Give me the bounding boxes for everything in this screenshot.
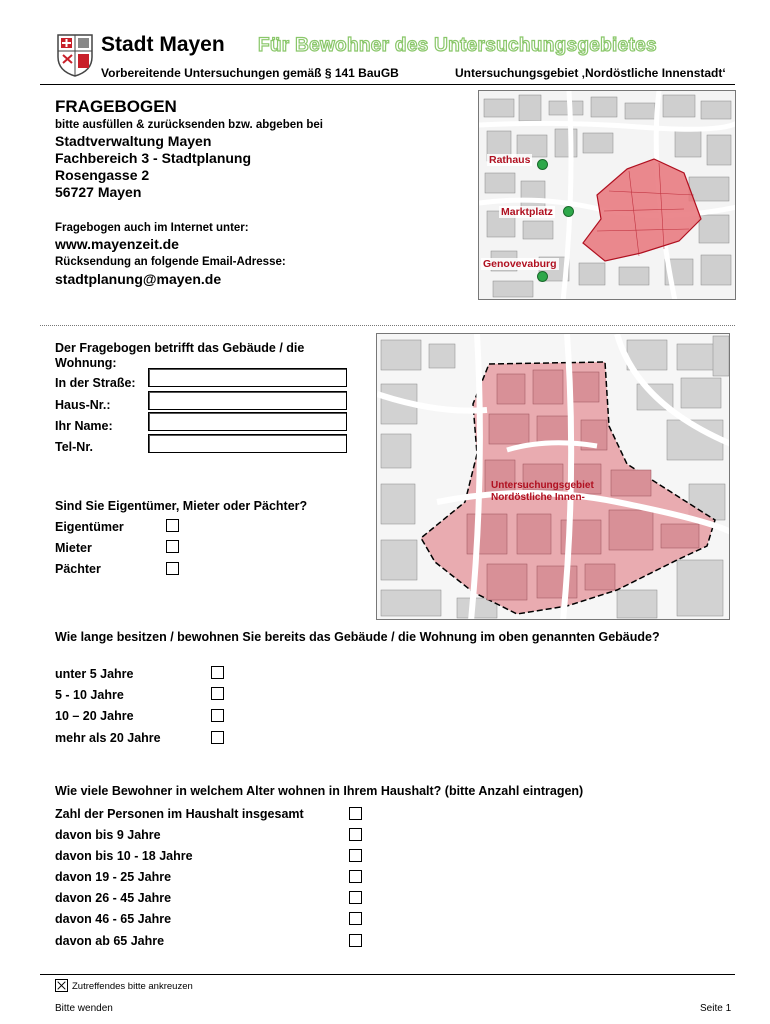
address-line: Stadtverwaltung Mayen [55, 133, 212, 149]
rathaus-pin-icon [537, 159, 548, 170]
checked-box-icon [55, 979, 68, 992]
city-crest-icon [56, 33, 94, 77]
header-subtitle-right: Untersuchungsgebiet ‚Nordöstliche Innenstadt‘ [455, 66, 726, 80]
email-label: Rücksendung an folgende Email-Adresse: [55, 256, 286, 268]
building-question: Der Fragebogen betrifft das Gebäude / die Wohnung: [55, 341, 305, 370]
detail-map-graphic [377, 334, 730, 620]
residents-row-label: davon ab 65 Jahre [55, 934, 165, 948]
ownership-question: Sind Sie Eigentümer, Mieter oder Pächter? [55, 499, 308, 513]
detail-map [376, 333, 730, 620]
ownership-option-label: Pächter [55, 562, 101, 576]
ownership-option-label: Mieter [55, 541, 92, 555]
residents-10-18-input[interactable] [349, 849, 362, 862]
overview-map [478, 90, 736, 300]
header-subtitle-left: Vorbereitende Untersuchungen gemäß § 141 BauGB [101, 66, 399, 80]
residents-46-65-input[interactable] [349, 912, 362, 925]
tenant-checkbox[interactable] [166, 540, 179, 553]
residents-row-label: davon bis 10 - 18 Jahre [55, 849, 193, 863]
marktplatz-pin-icon [563, 206, 574, 217]
duration-10-20-checkbox[interactable] [211, 709, 224, 722]
instruction-text: bitte ausfüllen & zurücksenden bzw. abgeben bei [55, 119, 323, 131]
duration-question: Wie lange besitzen / bewohnen Sie bereits das Gebäude / die Wohnung im oben genannten Gebäude? [55, 630, 660, 644]
street-input[interactable] [148, 368, 347, 387]
duration-5-10-checkbox[interactable] [211, 687, 224, 700]
name-input[interactable] [148, 412, 347, 431]
city-title: Stadt Mayen [101, 33, 225, 56]
legend-text: Zutreffendes bitte ankreuzen [72, 981, 193, 992]
owner-checkbox[interactable] [166, 519, 179, 532]
footer-divider [40, 974, 735, 975]
residents-row-label: davon 46 - 65 Jahre [55, 912, 172, 926]
website-link[interactable]: www.mayenzeit.de [55, 236, 179, 252]
page-number: Seite 1 [700, 1003, 732, 1014]
study-area-note-line: Nordöstliche Innen- [491, 492, 585, 503]
section-divider [40, 325, 735, 326]
leaseholder-checkbox[interactable] [166, 562, 179, 575]
duration-under-5-checkbox[interactable] [211, 666, 224, 679]
address-line: Fachbereich 3 - Stadtplanung [55, 150, 252, 166]
name-label: Ihr Name: [55, 419, 113, 433]
residents-row-label: davon 26 - 45 Jahre [55, 891, 172, 905]
house-number-input[interactable] [148, 391, 347, 410]
duration-over-20-checkbox[interactable] [211, 731, 224, 744]
residents-total-input[interactable] [349, 807, 362, 820]
residents-19-25-input[interactable] [349, 870, 362, 883]
residents-0-9-input[interactable] [349, 828, 362, 841]
phone-input[interactable] [148, 434, 347, 453]
study-area-note [491, 480, 594, 504]
internet-label: Fragebogen auch im Internet unter: [55, 222, 249, 234]
map-label-genovevaburg: Genovevaburg [483, 258, 557, 270]
residents-over-65-input[interactable] [349, 934, 362, 947]
email-link[interactable]: stadtplanung@mayen.de [55, 271, 222, 287]
map-label-marktplatz: Marktplatz [501, 206, 553, 218]
duration-option-label: unter 5 Jahre [55, 667, 134, 681]
address-line: Rosengasse 2 [55, 167, 150, 183]
residents-26-45-input[interactable] [349, 891, 362, 904]
duration-option-label: mehr als 20 Jahre [55, 731, 161, 745]
footer-turn-page: Bitte wenden [55, 1003, 113, 1014]
house-number-label: Haus-Nr.: [55, 398, 111, 412]
header-slogan: Für Bewohner des Untersuchungsgebietes [258, 35, 657, 56]
residents-row-label: davon bis 9 Jahre [55, 828, 161, 842]
study-area-note-line: Untersuchungsgebiet [491, 480, 594, 491]
residents-row-label: Zahl der Personen im Haushalt insgesamt [55, 807, 304, 821]
address-line: 56727 Mayen [55, 184, 142, 200]
phone-label: Tel-Nr. [55, 440, 93, 454]
header-divider [40, 84, 735, 85]
street-label: In der Straße: [55, 376, 136, 390]
form-title: FRAGEBOGEN [55, 97, 177, 116]
duration-option-label: 10 – 20 Jahre [55, 709, 134, 723]
residents-row-label: davon 19 - 25 Jahre [55, 870, 172, 884]
duration-option-label: 5 - 10 Jahre [55, 688, 124, 702]
residents-question: Wie viele Bewohner in welchem Alter wohnen in Ihrem Haushalt? (bitte Anzahl eintragen) [55, 784, 584, 798]
genovevaburg-pin-icon [537, 271, 548, 282]
ownership-option-label: Eigentümer [55, 520, 124, 534]
map-label-rathaus: Rathaus [489, 154, 531, 166]
